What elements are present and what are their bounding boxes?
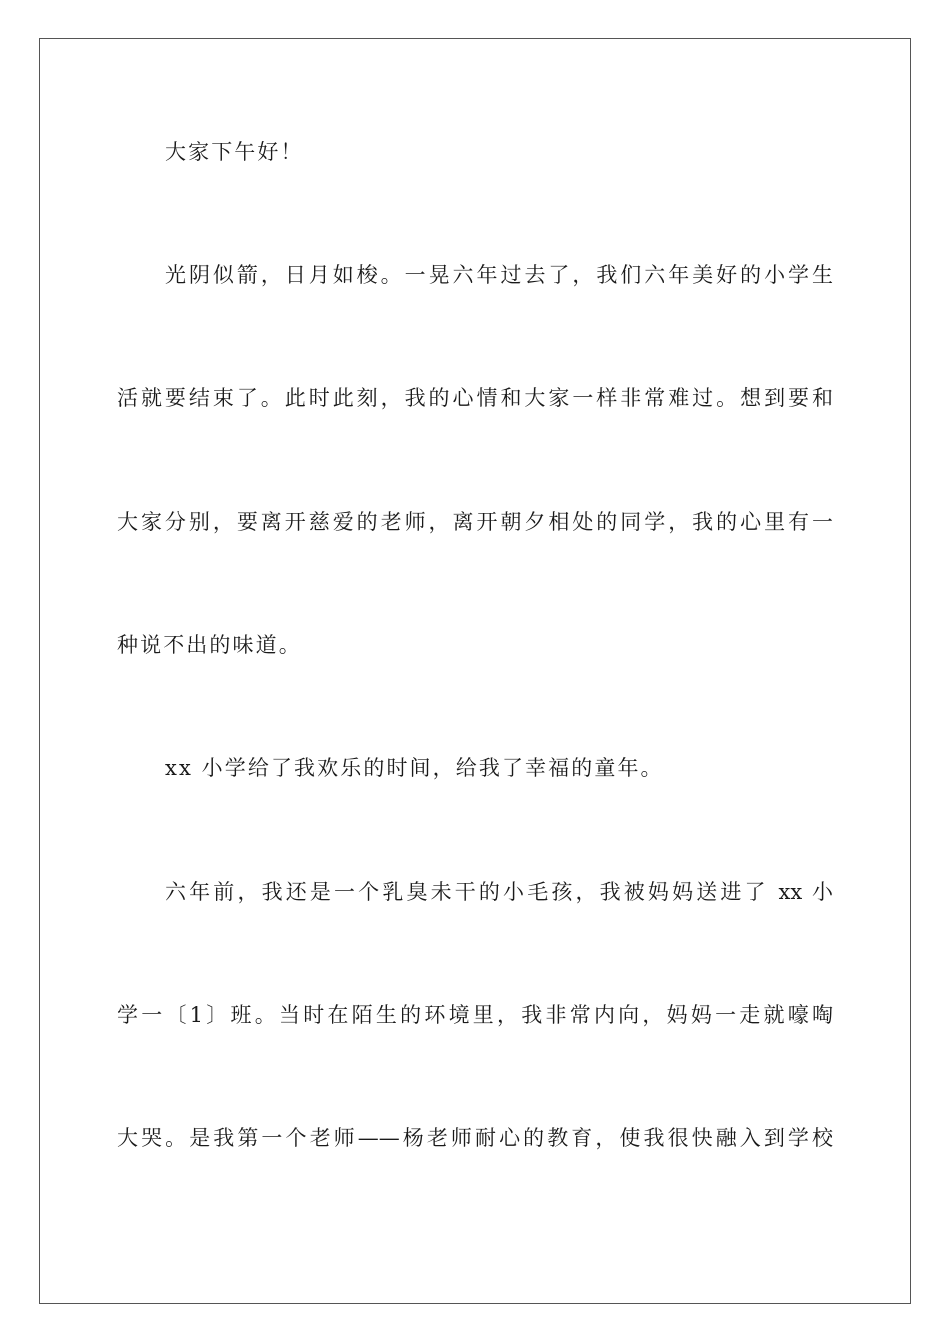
- text-line: 大家分别，要离开慈爱的老师，离开朝夕相处的同学，我的心里有一: [117, 510, 833, 534]
- page-border: [39, 38, 911, 1304]
- text-line: 种说不出的味道。: [117, 633, 302, 657]
- text-line-greeting: 大家下午好！: [165, 140, 304, 164]
- text-line: 活就要结束了。此时此刻，我的心情和大家一样非常难过。想到要和: [117, 386, 833, 410]
- text-line: 六年前，我还是一个乳臭未干的小毛孩，我被妈妈送进了 xx 小: [165, 880, 833, 904]
- text-line: 学一〔1〕班。当时在陌生的环境里，我非常内向，妈妈一走就嚎啕: [117, 1003, 833, 1027]
- text-line: 光阴似箭，日月如梭。一晃六年过去了，我们六年美好的小学生: [165, 263, 833, 287]
- text-line: xx 小学给了我欢乐的时间，给我了幸福的童年。: [165, 756, 664, 780]
- text-line: 大哭。是我第一个老师——杨老师耐心的教育，使我很快融入到学校: [117, 1126, 833, 1150]
